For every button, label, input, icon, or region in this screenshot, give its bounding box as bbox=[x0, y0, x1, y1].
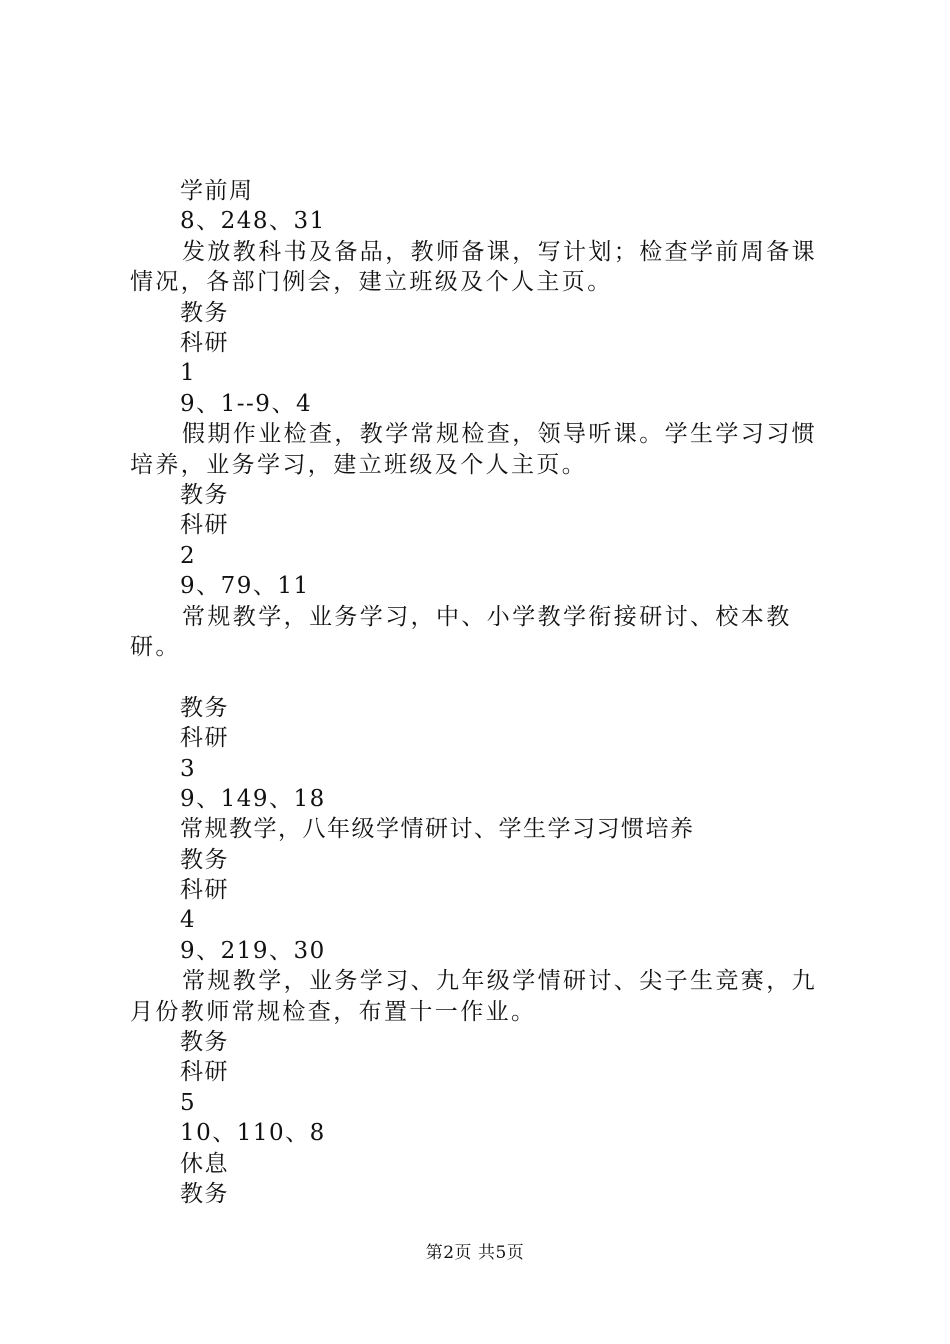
activity-description: 常规教学，业务学习、九年级学情研讨、尖子生竞赛，九月份教师常规检查，布置十一作业。 bbox=[130, 968, 817, 1025]
date-range: 10、110、8 bbox=[180, 1120, 326, 1147]
schedule-content bbox=[130, 176, 840, 1209]
department-label: 科研 bbox=[180, 1059, 229, 1086]
activity-description: 发放教科书及备品，教师备课，写计划；检查学前周备课情况，各部门例会，建立班级及个人主页。 bbox=[130, 238, 817, 296]
department-label: 科研 bbox=[180, 877, 229, 904]
week-number: 4 bbox=[180, 907, 197, 934]
blank-line bbox=[130, 662, 840, 692]
activity-description: 假期作业检查，教学常规检查，领导听课。学生学习习惯培养，业务学习，建立班级及个人主页。 bbox=[130, 421, 817, 478]
date-range: 9、1--9、4 bbox=[180, 390, 313, 417]
department-label: 科研 bbox=[180, 512, 229, 539]
date-range: 9、219、30 bbox=[180, 937, 326, 964]
page-footer: 第2页 共5页 bbox=[425, 1243, 525, 1263]
week-number: 2 bbox=[180, 542, 197, 569]
department-label: 教务 bbox=[180, 1181, 229, 1208]
date-range: 8、248、31 bbox=[180, 208, 326, 235]
activity-description: 常规教学，业务学习，中、小学教学衔接研讨、校本教研。 bbox=[130, 603, 792, 660]
date-range: 9、149、18 bbox=[180, 785, 326, 812]
department-label: 教务 bbox=[180, 694, 229, 721]
activity-description: 常规教学，八年级学情研讨、学生学习习惯培养 bbox=[180, 816, 695, 843]
department-label: 教务 bbox=[180, 299, 229, 326]
department-label: 教务 bbox=[180, 846, 229, 873]
department-label: 教务 bbox=[180, 481, 229, 508]
department-label: 教务 bbox=[180, 1029, 229, 1056]
week-label: 学前周 bbox=[180, 178, 254, 204]
department-label: 科研 bbox=[180, 329, 229, 356]
week-number: 3 bbox=[180, 755, 197, 782]
week-number: 1 bbox=[180, 360, 197, 387]
department-label: 科研 bbox=[180, 725, 229, 752]
date-range: 9、79、11 bbox=[180, 573, 310, 600]
activity-description: 休息 bbox=[180, 1150, 229, 1177]
week-number: 5 bbox=[180, 1089, 197, 1116]
